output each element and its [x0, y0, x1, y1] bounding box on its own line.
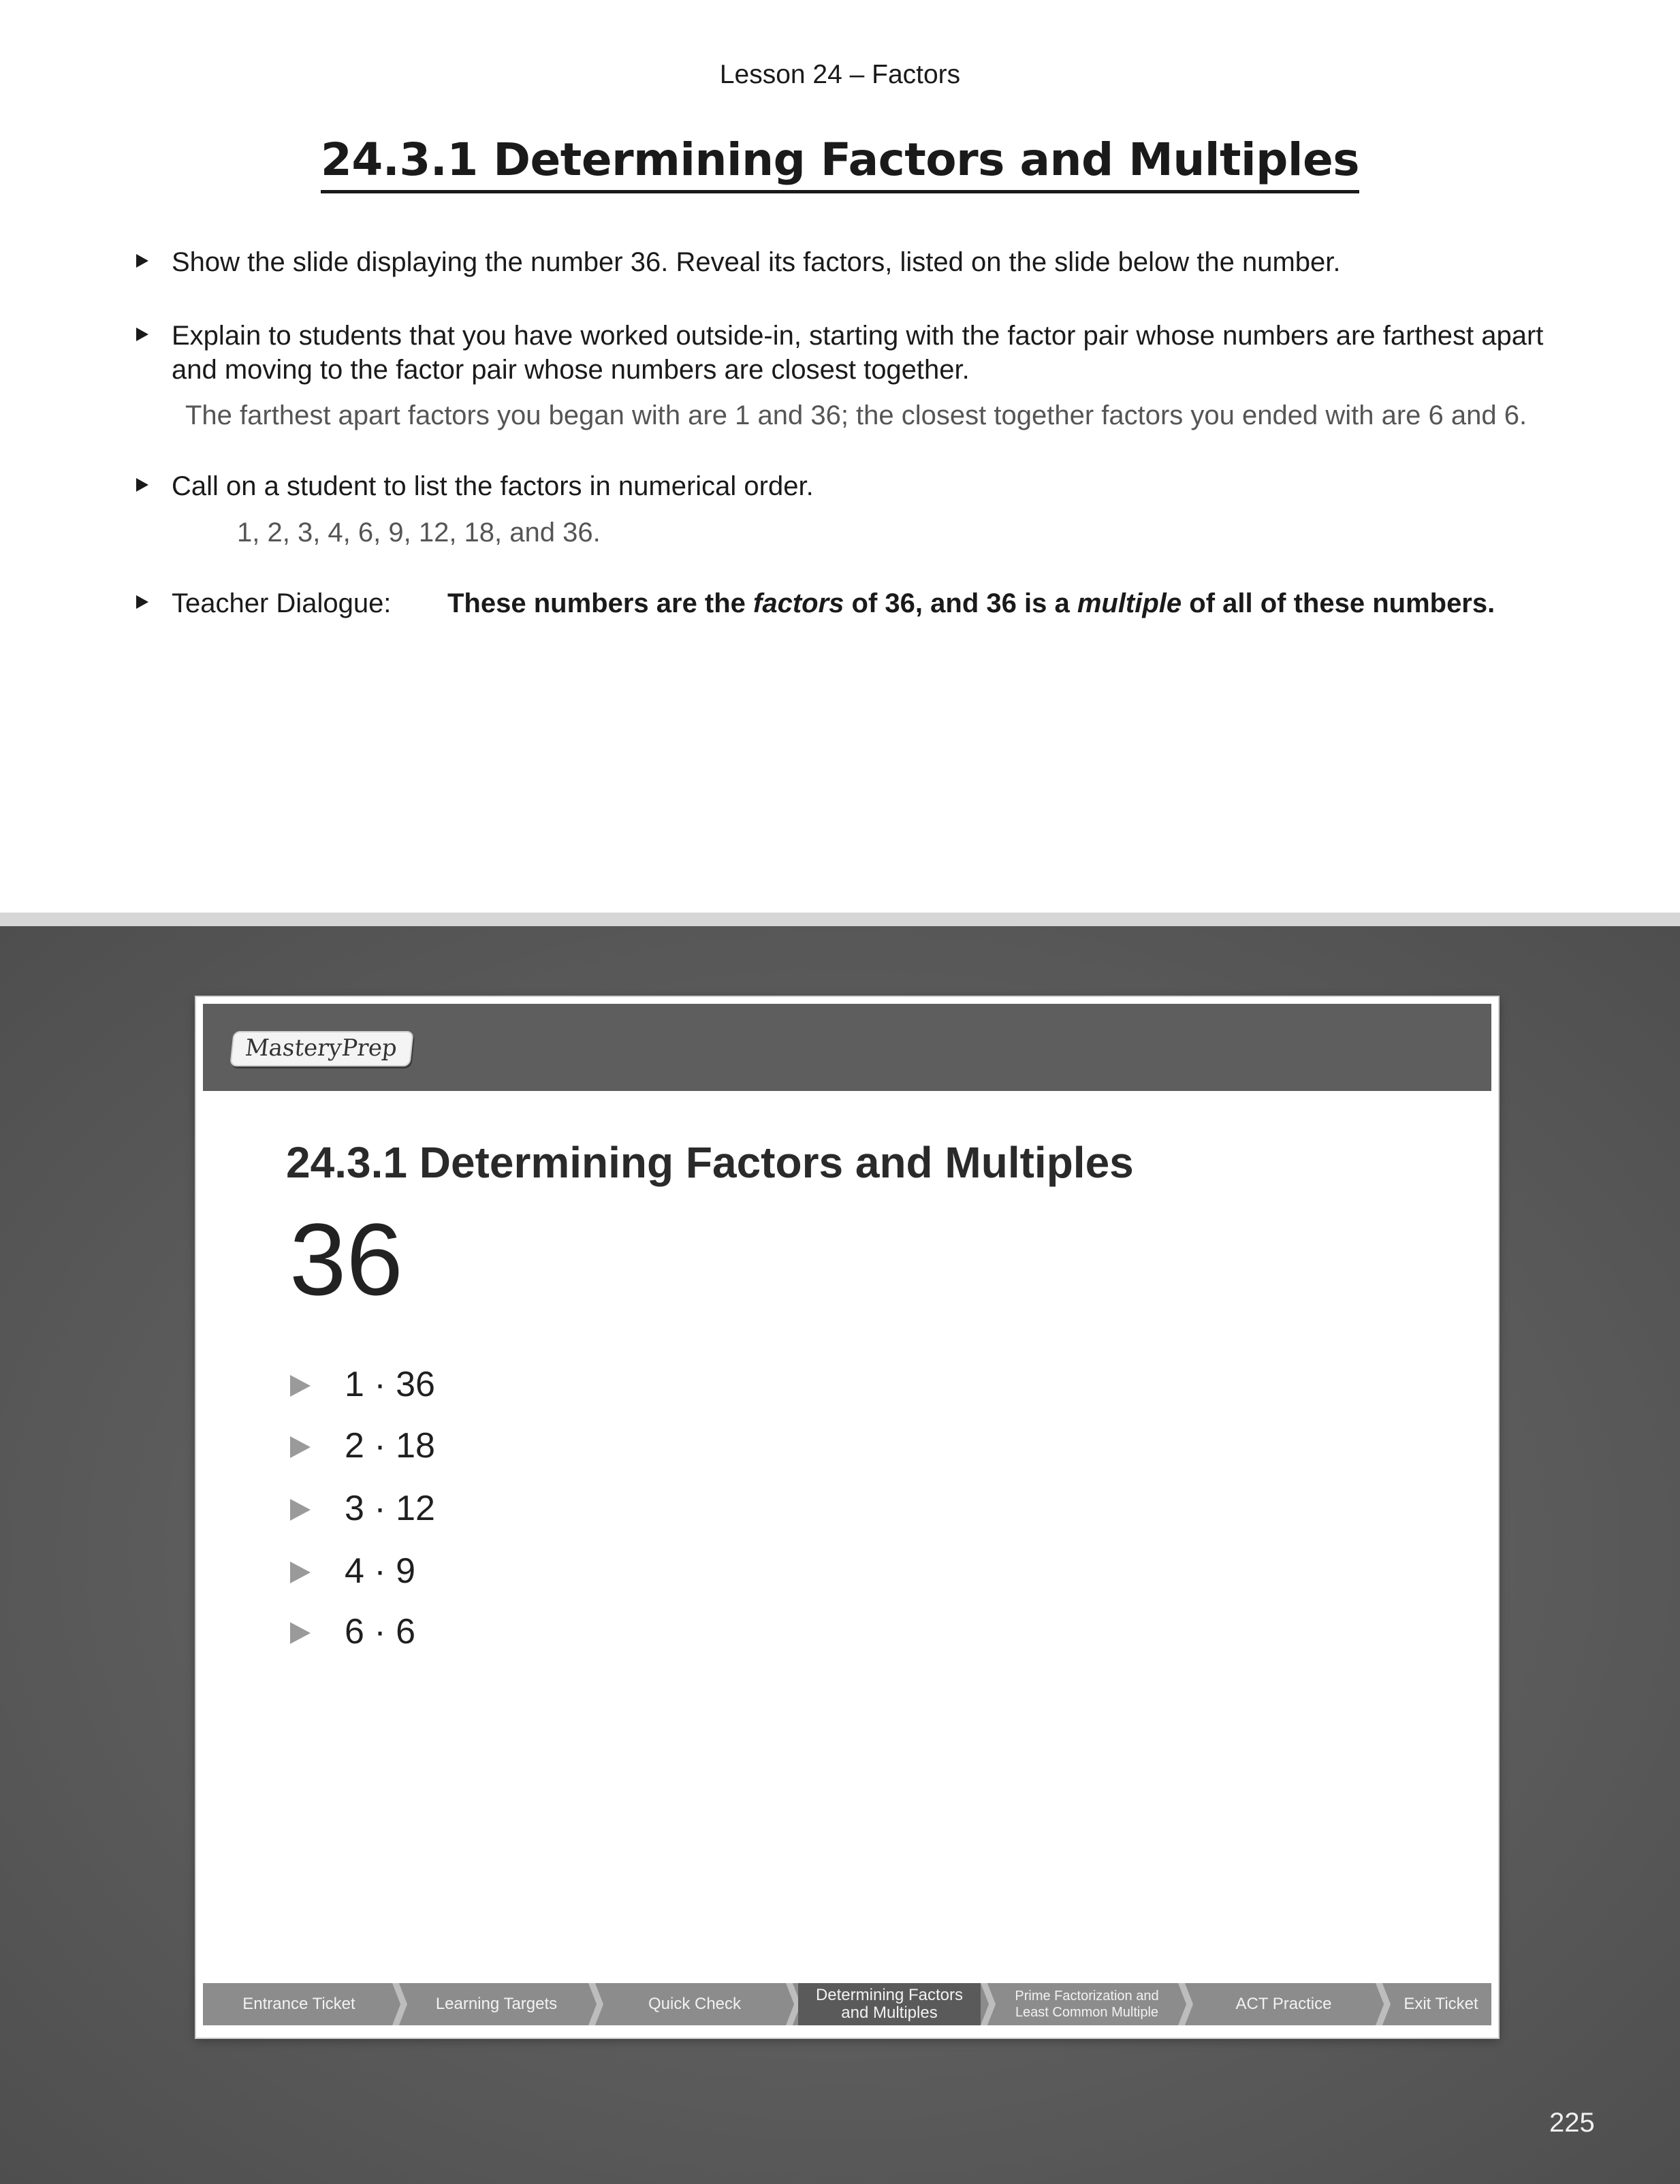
- slide-title: 24.3.1 Determining Factors and Multiples: [286, 1138, 1134, 1187]
- nav-learning-targets[interactable]: Learning Targets: [435, 1995, 558, 2013]
- factor-pair-value: 1 · 36: [345, 1365, 435, 1404]
- nav-determining-factors[interactable]: [798, 1983, 981, 2025]
- section-divider: [0, 913, 1680, 926]
- bullet-text: Call on a student to list the factors in numerical order.: [172, 471, 814, 501]
- factor-pair-value: 4 · 9: [345, 1551, 416, 1591]
- chevron-right-icon: [1376, 1983, 1391, 2025]
- bullet-text: Explain to students that you have worked outside-in, starting with the factor pair whose numbers are farthest apart and moving to the factor pair whose numbers are closest together.: [172, 321, 1544, 385]
- nav-label-line: and Multiples: [841, 2004, 938, 2022]
- triangle-bullet-icon: [290, 1562, 311, 1583]
- factor-pair-value: 6 · 6: [345, 1612, 416, 1651]
- bullet-arrow-icon: [136, 595, 148, 609]
- nav-act-practice[interactable]: ACT Practice: [1235, 1995, 1332, 2013]
- slide-header: [203, 1004, 1491, 1091]
- dialogue-part: of all of these numbers.: [1182, 588, 1495, 618]
- nav-label-line: Prime Factorization and: [1015, 1989, 1159, 2004]
- factor-pair-value: 2 · 18: [345, 1426, 435, 1466]
- dialogue-label: Teacher Dialogue:: [172, 588, 392, 618]
- page-number: 225: [1549, 2108, 1595, 2138]
- bullet-text: Show the slide displaying the number 36. Reveal its factors, listed on the slide below the number.: [172, 247, 1341, 277]
- factor-pair-value: 3 · 12: [345, 1489, 435, 1528]
- nav-prime-factorization-label: [1015, 1988, 1158, 2021]
- chevron-right-icon: [588, 1983, 603, 2025]
- nav-label-line: Determining Factors: [815, 1986, 964, 2004]
- nav-entrance-ticket[interactable]: Entrance Ticket: [242, 1995, 355, 2013]
- slide: [196, 997, 1498, 2038]
- masteryprep-logo: MasteryPrep: [229, 1031, 413, 1066]
- slide-number: 36: [289, 1202, 403, 1316]
- dialogue-part: These numbers are the: [447, 588, 754, 618]
- triangle-bullet-icon: [290, 1436, 311, 1458]
- page-title: [0, 133, 1680, 193]
- lesson-navigation-bar: [203, 1983, 1491, 2025]
- triangle-bullet-icon: [290, 1499, 311, 1521]
- bullet-arrow-icon: [136, 254, 148, 268]
- nav-determining-factors-label: [816, 1987, 963, 2022]
- dialogue-text: [447, 586, 1495, 620]
- triangle-bullet-icon: [290, 1622, 311, 1644]
- chevron-right-icon: [981, 1983, 996, 2025]
- bullet-arrow-icon: [136, 328, 148, 341]
- nav-exit-ticket[interactable]: Exit Ticket: [1404, 1995, 1478, 2013]
- dialogue-emphasis: factors: [753, 588, 844, 618]
- nav-prime-factorization[interactable]: [996, 1983, 1178, 2025]
- triangle-bullet-icon: [290, 1375, 311, 1397]
- nav-label-line: Least Common Multiple: [1015, 2005, 1159, 2020]
- note-outside-in: The farthest apart factors you began with are 1 and 36; the closest together factors you ended with are 6 and 6.: [185, 400, 1527, 430]
- chevron-right-icon: [1178, 1983, 1193, 2025]
- note-factor-list: 1, 2, 3, 4, 6, 9, 12, 18, and 36.: [237, 518, 601, 548]
- lesson-page: [0, 0, 1680, 913]
- lesson-header: Lesson 24 – Factors: [719, 60, 961, 89]
- nav-quick-check[interactable]: Quick Check: [648, 1995, 742, 2013]
- page-title-text: 24.3.1 Determining Factors and Multiples: [321, 133, 1359, 193]
- dialogue-part: of 36, and 36 is a: [844, 588, 1077, 618]
- bullet-arrow-icon: [136, 478, 148, 492]
- dialogue-emphasis: multiple: [1077, 588, 1182, 618]
